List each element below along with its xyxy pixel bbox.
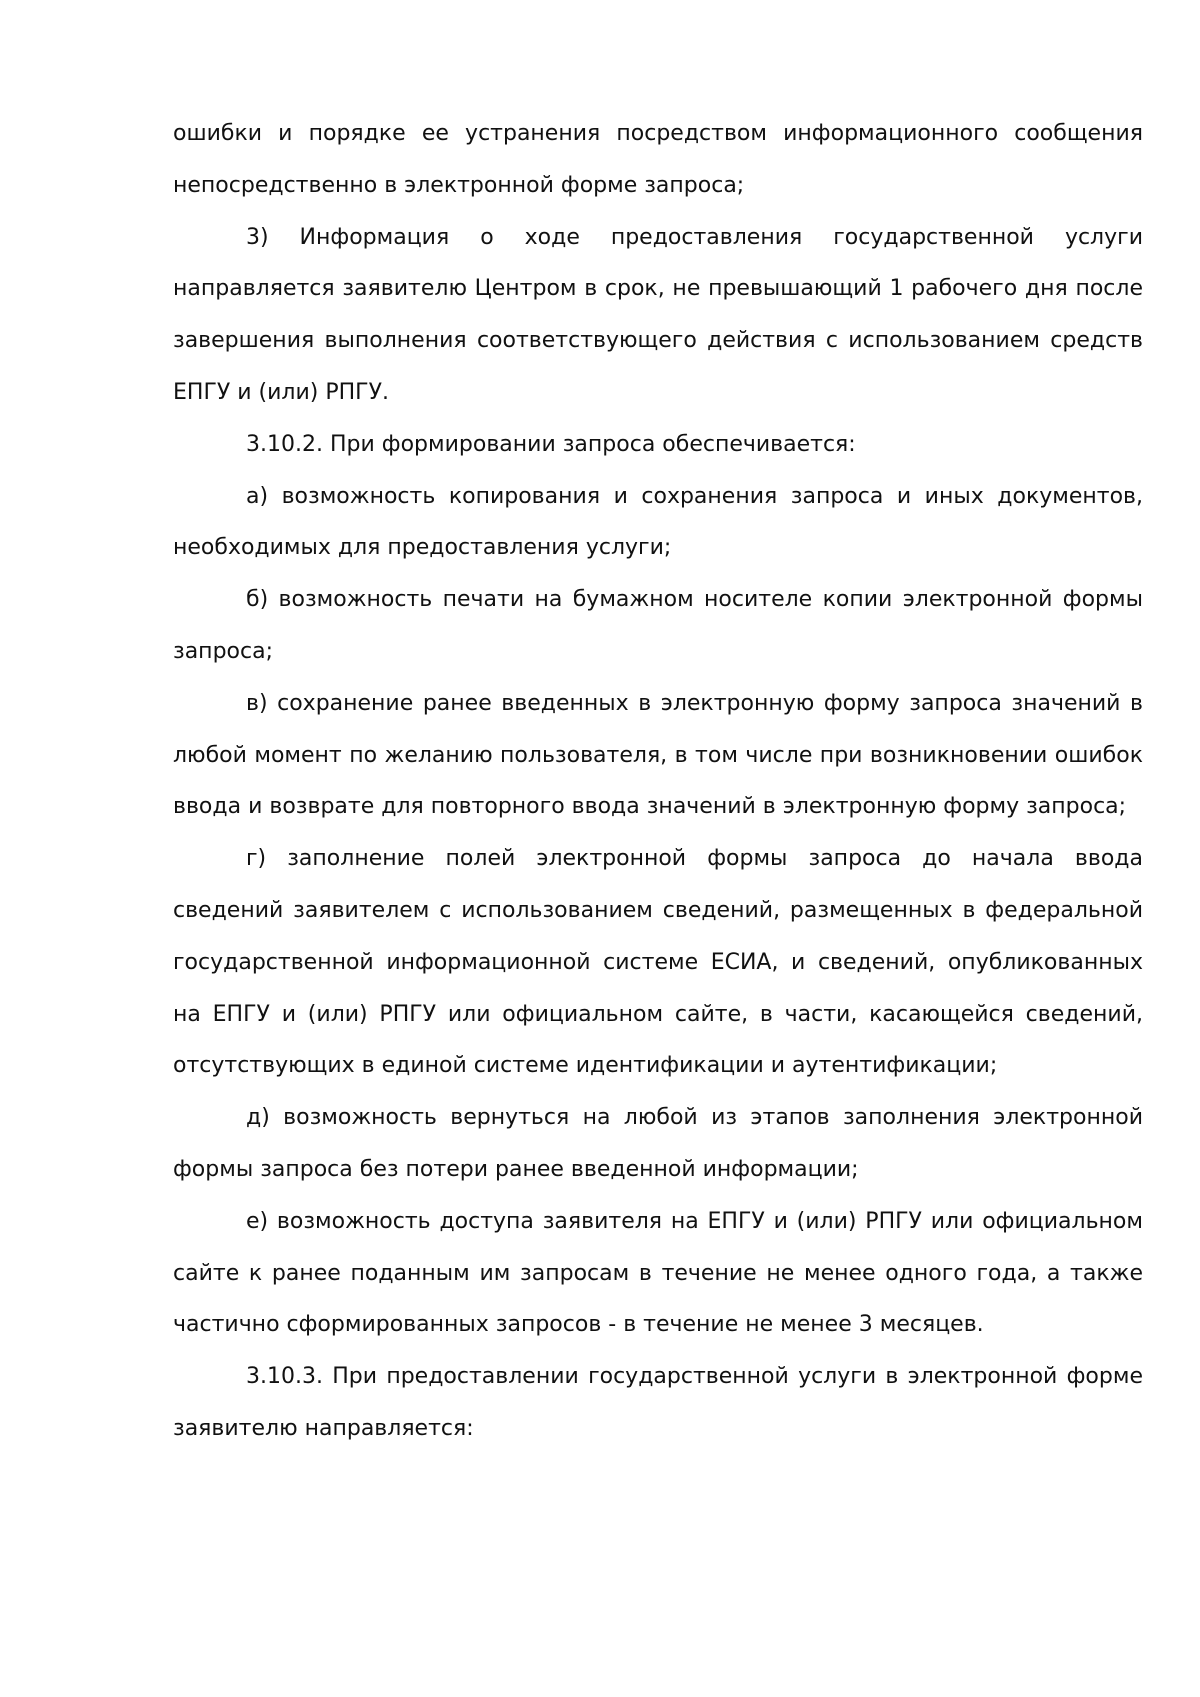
paragraph-item-g: г) заполнение полей электронной формы запроса до начала ввода сведений заявителем с использованием сведений, размещенных в федеральной государственной информационной системе ЕСИА, и сведений, опубликованных на ЕПГУ и (или) РПГУ или официальном сайте, в части, касающейся сведений, отсутствующих в единой системе идентификации и аутентификации;: [173, 846, 1143, 1079]
paragraph-item-a: а) возможность копирования и сохранения запроса и иных документов, необходимых для предоставления услуги;: [173, 483, 1143, 561]
paragraph-item-d: д) возможность вернуться на любой из этапов заполнения электронной формы запроса без потери ранее введенной информации;: [173, 1105, 1143, 1182]
paragraph-section-3-10-3: 3.10.3. При предоставлении государственной услуги в электронной форме заявителю направляется:: [173, 1364, 1143, 1441]
paragraph-item-v: в) сохранение ранее введенных в электронную форму запроса значений в любой момент по желанию пользователя, в том числе при возникновении ошибок ввода и возврате для повторного ввода значений в электронную форму запроса;: [173, 690, 1143, 820]
paragraph-item-3-status-info: 3) Информация о ходе предоставления государственной услуги направляется заявителю Центром в срок, не превышающий 1 рабочего дня после завершения выполнения соответствующего действия с использованием средств ЕПГУ и (или) РПГУ.: [173, 224, 1143, 405]
document-body: [173, 108, 1143, 1455]
paragraph-item-e: е) возможность доступа заявителя на ЕПГУ и (или) РПГУ или официальном сайте к ранее поданным им запросам в течение не менее одного года, а также частично сформированных запросов - в течение не менее 3 месяцев.: [173, 1208, 1143, 1338]
paragraph-item-b: б) возможность печати на бумажном носителе копии электронной формы запроса;: [173, 587, 1143, 664]
paragraph-error-message-continuation: ошибки и порядке ее устранения посредством информационного сообщения непосредственно в электронной форме запроса;: [173, 121, 1143, 198]
paragraph-section-3-10-2: 3.10.2. При формировании запроса обеспечивается:: [246, 431, 856, 457]
